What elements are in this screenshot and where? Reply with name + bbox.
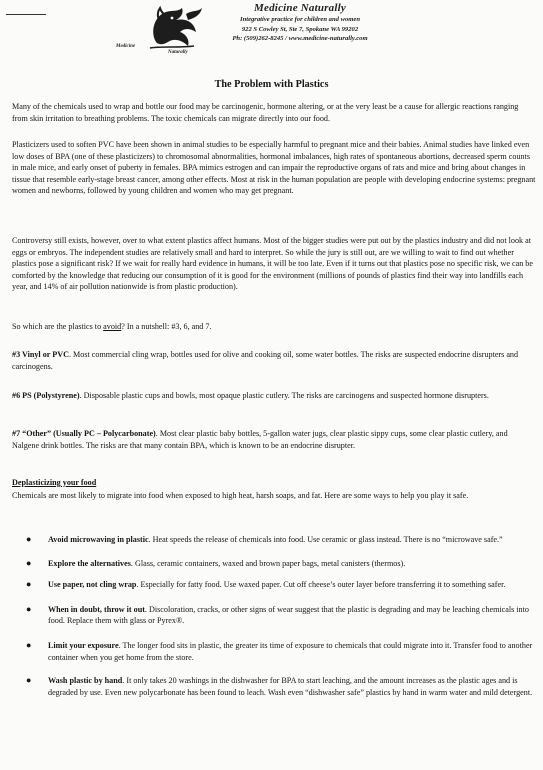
vinyl-body: . Most commercial cling wrap, bottles used for olive and cooking oil, some water bottles. The risks are suspected endocrine disrupters and carcinogens. [12, 350, 519, 371]
logo-text-left: Medicine [116, 44, 136, 49]
page-title: The Problem with Plastics [214, 79, 329, 90]
avoid-text-post: ? In a nutshell: #3, 6, and 7. [121, 322, 212, 331]
plasticizers-paragraph: Plasticizers used to soften PVC have been shown in animal studies to be especially harmful to pregnant mice and their babies. Animal studies have linked even low doses of BPA (one of these plasticizers) to chromosomal abnormalities, hormonal imbalances, high rates of spontaneous abortions, decreased sperm counts in male mice, and early onset of puberty in females. BPA mimics estrogen and can impair the reproductive organs of rats and mice and bring about changes in tissue that resemble early-stage breast cancer, among other effects. Most at risk in the human population are people with developing endocrine systems: pregnant women and newborns, followed by young children and women who may get pregnant. [12, 140, 536, 196]
top-rule [6, 14, 46, 15]
tip-body: . It only takes 20 washings in the dishwasher for BPA to start leaching, and the amount increases as the plastic ages and is degraded by use. Even new polycarbonate has been found to leach. Wash even “dishwasher safe” plastics by hand in warm water and mild detergent. [48, 676, 533, 697]
controversy-paragraph: Controversy still exists, however, over to what extent plastics affect humans. Most of the bigger studies were put out by the plastics industry and did not look at eggs or embryos. The independent studies are relatively small and hard to interpret. So while the jury is still out, are we willing to wait to find out whether plastics pose a significant risk? If we wait for really hard evidence in humans, it will be too late. Even if it turns out that plastics pose no specific risk, we can be comforted by the knowledge that reducing our consumption of it is good for the environment (millions of pounds of plastics find their way into landfills each year, and 14% of air pollution nationwide is from plastic production). [12, 236, 533, 292]
bullet-icon: ● [26, 534, 32, 544]
org-name: Medicine Naturally [254, 2, 346, 14]
dragon-logo-icon [142, 2, 206, 52]
polystyrene-paragraph [12, 390, 536, 402]
tip-body: . The longer food sits in plastic, the greater its time of exposure to chemicals that could migrate into it. Transfer food to another container when you get home from the store. [48, 640, 533, 662]
vinyl-heading: #3 Vinyl or PVC [12, 350, 69, 359]
tip-body: . Heat speeds the release of chemicals into food. Use ceramic or glass instead. There is no “microwave safe.” [148, 535, 503, 544]
other-paragraph [12, 428, 536, 451]
list-item [24, 558, 536, 570]
deplasticizing-heading: Deplasticizing your food [12, 478, 97, 487]
bullet-icon: ● [26, 603, 32, 614]
org-contact: Ph: (509)262-8245 / www.medicine-naturally.com [232, 35, 368, 43]
polystyrene-heading: #6 PS (Polystyrene) [12, 391, 80, 400]
bullet-icon: ● [26, 579, 32, 590]
polystyrene-body: . Disposable plastic cups and bowls, most opaque plastic cutlery. The risks are carcinogens and suspected hormone disrupters. [79, 391, 489, 400]
other-heading: #7 “Other” (Usually PC – Polycarbonate) [12, 429, 156, 438]
other-body: . Most clear plastic baby bottles, 5-gallon water jugs, clear plastic sippy cups, some clear plastic cutlery, and Nalgene drink bottles. The risks are that many contain BPA, which is known to be an endocrine disrupter. [12, 429, 508, 450]
tip-heading: Avoid microwaving in plastic [48, 535, 149, 544]
avoid-paragraph [12, 321, 536, 333]
logo-text-right: Naturally [168, 50, 188, 55]
list-item [24, 604, 536, 627]
vinyl-paragraph [12, 349, 536, 372]
letterhead [200, 2, 400, 44]
bullet-icon: ● [26, 557, 32, 568]
org-tagline: Integrative practice for children and women [240, 16, 360, 23]
tip-body: . Glass, ceramic containers, waxed and brown paper bags, metal canisters (thermos). [130, 558, 406, 568]
tip-heading: Use paper, not cling wrap [48, 580, 137, 590]
tip-heading: Wash plastic by hand [48, 676, 123, 686]
bullet-icon: ● [26, 639, 32, 650]
tip-body: . Discoloration, cracks, or other signs of wear suggest that the plastic is degrading and may be leaching chemicals into food. Replace them with glass or Pyrex®. [48, 604, 529, 626]
avoid-text-pre: So which are the plastics to [12, 322, 104, 331]
intro-paragraph: Many of the chemicals used to wrap and bottle our food may be carcinogenic, hormone altering, or at the very least be a cause for allergic reactions ranging from skin irritation to breathing problems. The toxic chemicals can migrate directly into our food. [12, 102, 519, 123]
org-address: 922 S Cowley St, Ste 7, Spokane WA 99202 [241, 25, 359, 33]
tip-heading: Limit your exposure [48, 640, 119, 650]
tip-heading: When in doubt, throw it out [48, 604, 145, 614]
tip-heading: Explore the alternatives [48, 558, 131, 568]
tip-body: . Especially for fatty food. Use waxed paper. Cut off cheese’s outer layer before transferring it to something safer. [136, 580, 506, 590]
bullet-icon: ● [26, 675, 32, 686]
list-item [24, 579, 536, 591]
list-item [24, 675, 536, 698]
list-item [24, 534, 536, 546]
deplasticizing-intro: Chemicals are most likely to migrate into food when exposed to high heat, harsh soaps, and fat. Here are some ways to help you play it safe. [12, 491, 469, 500]
list-item [24, 640, 536, 663]
tips-list [24, 534, 536, 698]
avoid-word: avoid [103, 322, 122, 331]
